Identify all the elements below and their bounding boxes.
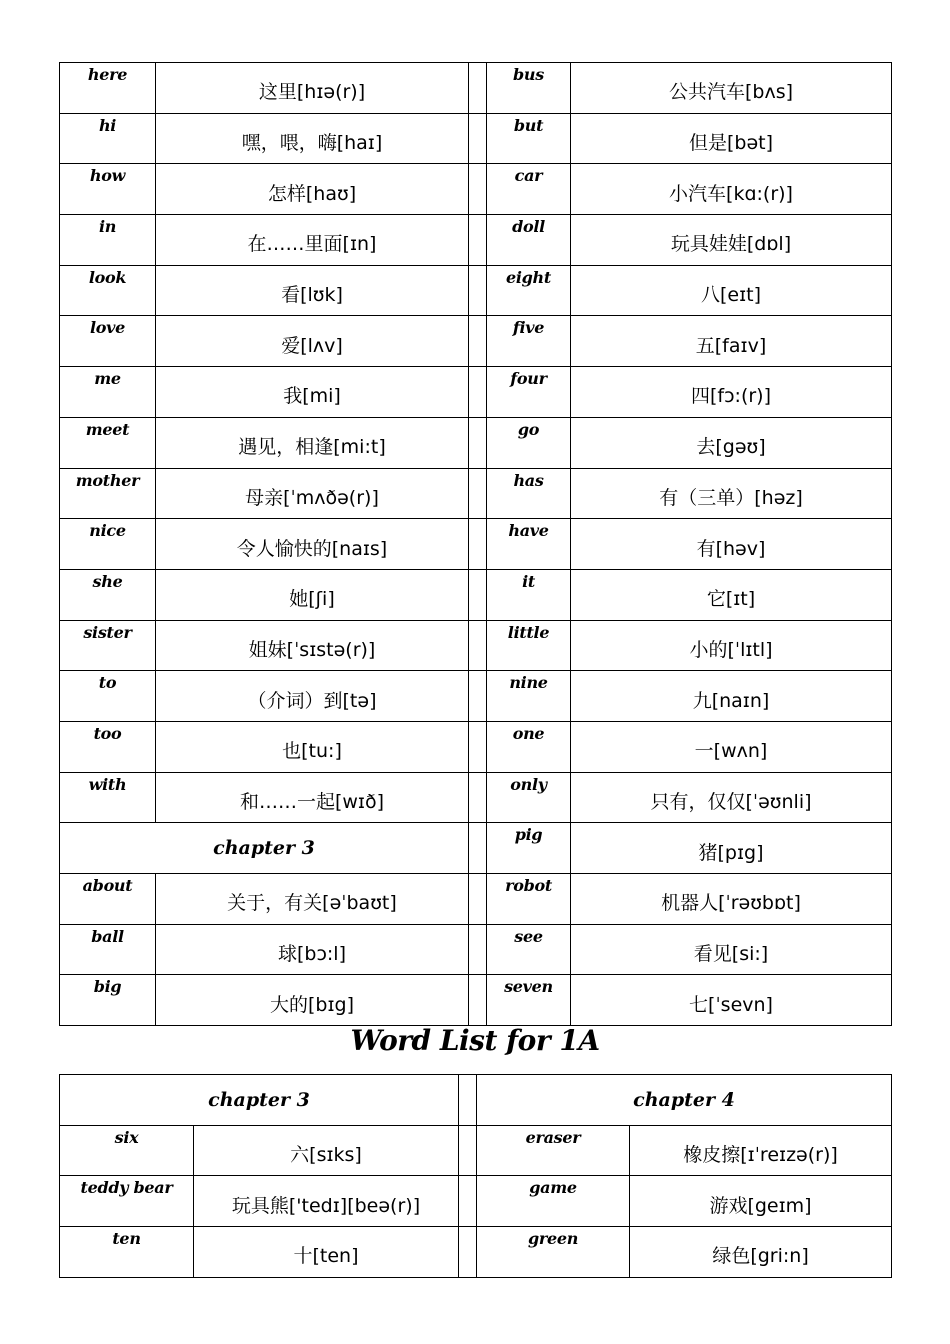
english-word: one bbox=[487, 721, 571, 772]
chinese-meaning: 猪[pɪg] bbox=[571, 823, 892, 874]
table-row bbox=[60, 1227, 892, 1278]
chapter-heading: chapter 4 bbox=[477, 1075, 892, 1126]
column-gap bbox=[469, 265, 487, 316]
english-word: has bbox=[487, 468, 571, 519]
table-row bbox=[60, 671, 892, 722]
english-word: here bbox=[60, 63, 156, 114]
table-row bbox=[60, 367, 892, 418]
english-word: bus bbox=[487, 63, 571, 114]
table-row bbox=[60, 823, 892, 874]
page-title: Word List for 1A bbox=[350, 1024, 600, 1057]
english-word: teddy bear bbox=[60, 1176, 194, 1227]
table-row bbox=[60, 569, 892, 620]
chinese-meaning: 七[ˈsevn] bbox=[571, 975, 892, 1026]
english-word: five bbox=[487, 316, 571, 367]
english-word: in bbox=[60, 215, 156, 266]
chinese-meaning: 遇见，相逢[mi:t] bbox=[156, 417, 469, 468]
chinese-meaning: 机器人[ˈrəʊbɒt] bbox=[571, 874, 892, 925]
chapter-heading: chapter 3 bbox=[60, 823, 469, 874]
chinese-meaning: 在……里面[ɪn] bbox=[156, 215, 469, 266]
english-word: how bbox=[60, 164, 156, 215]
english-word: me bbox=[60, 367, 156, 418]
column-gap bbox=[459, 1176, 477, 1227]
column-gap bbox=[469, 417, 487, 468]
chinese-meaning: 令人愉快的[naɪs] bbox=[156, 519, 469, 570]
column-gap bbox=[469, 63, 487, 114]
chinese-meaning: 姐妹[ˈsɪstə(r)] bbox=[156, 620, 469, 671]
column-gap bbox=[469, 569, 487, 620]
chinese-meaning: 九[naɪn] bbox=[571, 671, 892, 722]
chinese-meaning: 我[mi] bbox=[156, 367, 469, 418]
chinese-meaning: 母亲[ˈmʌðə(r)] bbox=[156, 468, 469, 519]
english-word: nice bbox=[60, 519, 156, 570]
table-row bbox=[60, 620, 892, 671]
chinese-meaning: 去[gəʊ] bbox=[571, 417, 892, 468]
column-gap bbox=[469, 519, 487, 570]
english-word: robot bbox=[487, 874, 571, 925]
chinese-meaning: 它[ɪt] bbox=[571, 569, 892, 620]
chinese-meaning: 公共汽车[bʌs] bbox=[571, 63, 892, 114]
chapter-heading: chapter 3 bbox=[60, 1075, 459, 1126]
english-word: she bbox=[60, 569, 156, 620]
chinese-meaning: 四[fɔ:(r)] bbox=[571, 367, 892, 418]
table-row bbox=[60, 772, 892, 823]
column-gap bbox=[469, 367, 487, 418]
english-word: hi bbox=[60, 113, 156, 164]
chinese-meaning: 游戏[geɪm] bbox=[630, 1176, 892, 1227]
english-word: nine bbox=[487, 671, 571, 722]
table-row bbox=[60, 63, 892, 114]
table-row bbox=[60, 265, 892, 316]
chinese-meaning: 小的[ˈlɪtl] bbox=[571, 620, 892, 671]
column-gap bbox=[469, 164, 487, 215]
table-row bbox=[60, 1176, 892, 1227]
chinese-meaning: 和……一起[wɪð] bbox=[156, 772, 469, 823]
table-row bbox=[60, 1125, 892, 1176]
chinese-meaning: 她[ʃi] bbox=[156, 569, 469, 620]
english-word: but bbox=[487, 113, 571, 164]
chinese-meaning: 怎样[haʊ] bbox=[156, 164, 469, 215]
column-gap bbox=[469, 772, 487, 823]
column-gap bbox=[469, 721, 487, 772]
column-gap bbox=[459, 1125, 477, 1176]
english-word: ten bbox=[60, 1227, 194, 1278]
english-word: too bbox=[60, 721, 156, 772]
column-gap bbox=[469, 823, 487, 874]
column-gap bbox=[459, 1075, 477, 1126]
chinese-meaning: 八[eɪt] bbox=[571, 265, 892, 316]
chinese-meaning: 爱[lʌv] bbox=[156, 316, 469, 367]
column-gap bbox=[469, 975, 487, 1026]
chinese-meaning: 一[wʌn] bbox=[571, 721, 892, 772]
chinese-meaning: 有[həv] bbox=[571, 519, 892, 570]
chinese-meaning: 也[tu:] bbox=[156, 721, 469, 772]
english-word: big bbox=[60, 975, 156, 1026]
table-row bbox=[60, 468, 892, 519]
chinese-meaning: 小汽车[kɑ:(r)] bbox=[571, 164, 892, 215]
table-row bbox=[60, 721, 892, 772]
chinese-meaning: 绿色[gri:n] bbox=[630, 1227, 892, 1278]
english-word: see bbox=[487, 924, 571, 975]
english-word: six bbox=[60, 1125, 194, 1176]
table-row bbox=[60, 924, 892, 975]
english-word: only bbox=[487, 772, 571, 823]
table-row bbox=[60, 113, 892, 164]
english-word: love bbox=[60, 316, 156, 367]
english-word: to bbox=[60, 671, 156, 722]
english-word: green bbox=[477, 1227, 630, 1278]
table-row bbox=[60, 519, 892, 570]
chinese-meaning: 玩具熊['tedɪ][beə(r)] bbox=[194, 1176, 459, 1227]
english-word: about bbox=[60, 874, 156, 925]
chinese-meaning: 关于，有关[əˈbaʊt] bbox=[156, 874, 469, 925]
chinese-meaning: 看[lʊk] bbox=[156, 265, 469, 316]
chinese-meaning: 十[ten] bbox=[194, 1227, 459, 1278]
column-gap bbox=[469, 924, 487, 975]
column-gap bbox=[469, 316, 487, 367]
chinese-meaning: 这里[hɪə(r)] bbox=[156, 63, 469, 114]
chinese-meaning: 嘿，喂，嗨[haɪ] bbox=[156, 113, 469, 164]
column-gap bbox=[469, 671, 487, 722]
column-gap bbox=[469, 874, 487, 925]
chinese-meaning: 有（三单）[həz] bbox=[571, 468, 892, 519]
table-row bbox=[60, 316, 892, 367]
chinese-meaning: 橡皮擦[ɪˈreɪzə(r)] bbox=[630, 1125, 892, 1176]
english-word: have bbox=[487, 519, 571, 570]
column-gap bbox=[459, 1227, 477, 1278]
table-row bbox=[60, 417, 892, 468]
english-word: seven bbox=[487, 975, 571, 1026]
table-row bbox=[60, 215, 892, 266]
english-word: go bbox=[487, 417, 571, 468]
table-row bbox=[60, 874, 892, 925]
chinese-meaning: 五[faɪv] bbox=[571, 316, 892, 367]
column-gap bbox=[469, 620, 487, 671]
english-word: with bbox=[60, 772, 156, 823]
english-word: eraser bbox=[477, 1125, 630, 1176]
english-word: car bbox=[487, 164, 571, 215]
column-gap bbox=[469, 215, 487, 266]
chinese-meaning: 玩具娃娃[dɒl] bbox=[571, 215, 892, 266]
english-word: doll bbox=[487, 215, 571, 266]
english-word: ball bbox=[60, 924, 156, 975]
english-word: mother bbox=[60, 468, 156, 519]
chinese-meaning: 看见[si:] bbox=[571, 924, 892, 975]
column-gap bbox=[469, 468, 487, 519]
chinese-meaning: 但是[bət] bbox=[571, 113, 892, 164]
chinese-meaning: 只有，仅仅[ˈəʊnli] bbox=[571, 772, 892, 823]
column-gap bbox=[469, 113, 487, 164]
chinese-meaning: 球[bɔ:l] bbox=[156, 924, 469, 975]
chinese-meaning: 六[sɪks] bbox=[194, 1125, 459, 1176]
chinese-meaning: 大的[bɪg] bbox=[156, 975, 469, 1026]
chinese-meaning: （介词）到[tə] bbox=[156, 671, 469, 722]
table-row bbox=[60, 975, 892, 1026]
english-word: meet bbox=[60, 417, 156, 468]
word-table-top bbox=[59, 62, 892, 1026]
english-word: sister bbox=[60, 620, 156, 671]
english-word: little bbox=[487, 620, 571, 671]
english-word: four bbox=[487, 367, 571, 418]
english-word: look bbox=[60, 265, 156, 316]
english-word: it bbox=[487, 569, 571, 620]
english-word: game bbox=[477, 1176, 630, 1227]
english-word: eight bbox=[487, 265, 571, 316]
word-table-bottom bbox=[59, 1074, 892, 1278]
table-row bbox=[60, 164, 892, 215]
english-word: pig bbox=[487, 823, 571, 874]
